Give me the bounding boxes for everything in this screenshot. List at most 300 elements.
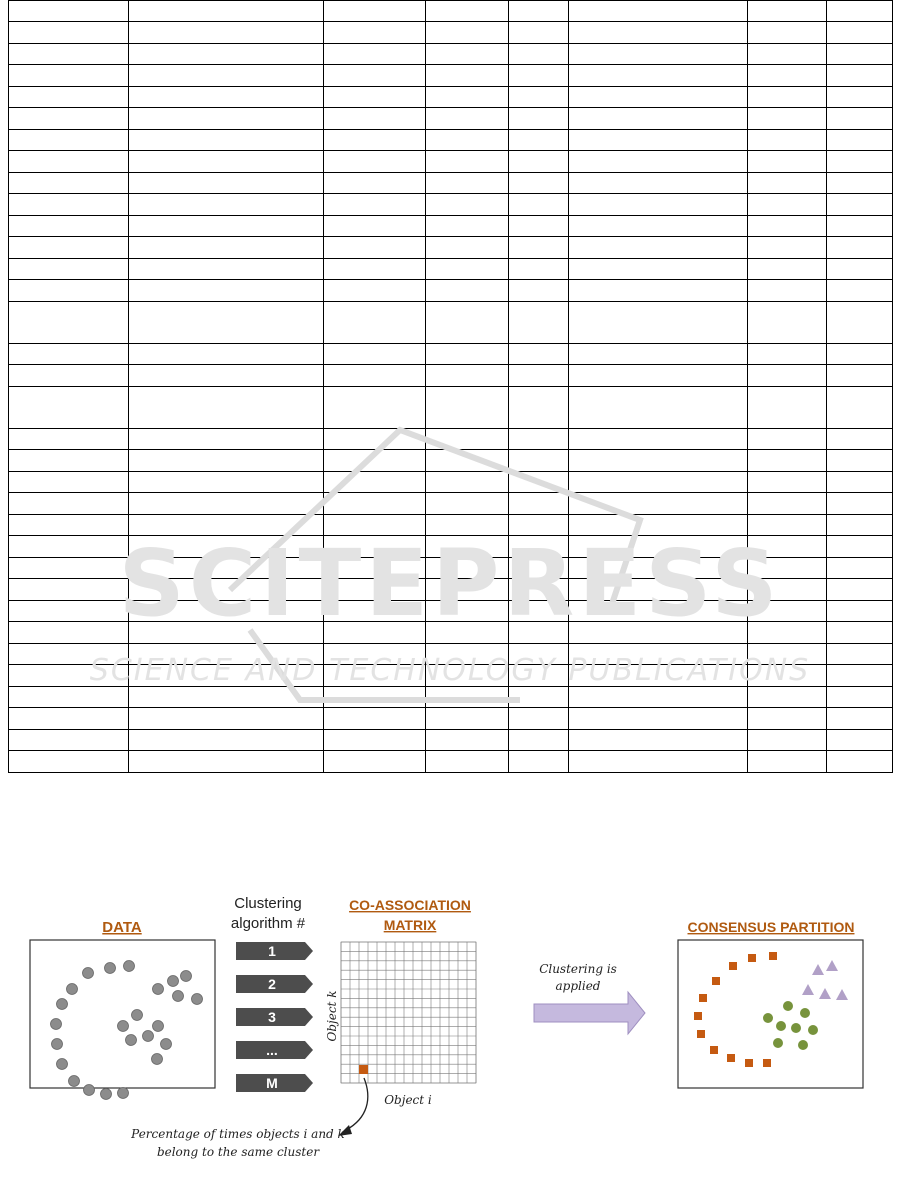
table-cell bbox=[9, 44, 129, 65]
table-cell bbox=[324, 130, 426, 151]
table-row bbox=[9, 601, 893, 622]
table-cell bbox=[509, 237, 569, 259]
table-cell bbox=[9, 665, 129, 687]
table-cell bbox=[569, 130, 748, 151]
table-cell bbox=[569, 151, 748, 173]
table-cell bbox=[827, 365, 893, 387]
table-cell bbox=[9, 344, 129, 365]
table-cell bbox=[9, 173, 129, 194]
table-cell bbox=[324, 259, 426, 280]
cell-pointer-curve bbox=[346, 1078, 368, 1130]
table-cell bbox=[748, 622, 827, 644]
green-circle bbox=[776, 1021, 786, 1031]
table-cell bbox=[426, 65, 509, 87]
data-point bbox=[124, 961, 135, 972]
table-cell bbox=[827, 1, 893, 22]
table-cell bbox=[509, 108, 569, 130]
table-cell bbox=[748, 687, 827, 708]
data-point bbox=[126, 1035, 137, 1046]
table-cell bbox=[509, 344, 569, 365]
table-cell bbox=[748, 130, 827, 151]
table-cell bbox=[569, 65, 748, 87]
table-cell bbox=[129, 644, 324, 665]
table-cell bbox=[569, 644, 748, 665]
table-cell bbox=[509, 65, 569, 87]
orange-square bbox=[710, 1046, 718, 1054]
table-cell bbox=[509, 622, 569, 644]
table-row bbox=[9, 429, 893, 450]
table-cell bbox=[509, 302, 569, 344]
algorithm-label: 3 bbox=[268, 1009, 276, 1025]
table-cell bbox=[509, 429, 569, 450]
table-cell bbox=[324, 558, 426, 579]
table-cell bbox=[426, 665, 509, 687]
table-cell bbox=[426, 493, 509, 515]
table-cell bbox=[748, 194, 827, 216]
table-row bbox=[9, 387, 893, 429]
table-cell bbox=[748, 173, 827, 194]
data-point bbox=[192, 994, 203, 1005]
table-cell bbox=[827, 665, 893, 687]
table-cell bbox=[509, 472, 569, 493]
table-cell bbox=[748, 22, 827, 44]
table-cell bbox=[324, 173, 426, 194]
table-cell bbox=[748, 665, 827, 687]
watermark-tagline: SCIENCE AND TECHNOLOGY PUBLICATIONS bbox=[89, 653, 811, 688]
table-cell bbox=[9, 687, 129, 708]
table-cell bbox=[9, 515, 129, 536]
table-cell bbox=[129, 515, 324, 536]
table-cell bbox=[748, 450, 827, 472]
table-row bbox=[9, 237, 893, 259]
table-cell bbox=[324, 751, 426, 773]
table-cell bbox=[509, 87, 569, 108]
table-cell bbox=[509, 44, 569, 65]
table-row bbox=[9, 365, 893, 387]
algorithm-label: 2 bbox=[268, 976, 276, 992]
table-cell bbox=[748, 87, 827, 108]
table-cell bbox=[324, 450, 426, 472]
table-cell bbox=[324, 44, 426, 65]
table-cell bbox=[509, 536, 569, 558]
applied-line2: applied bbox=[555, 979, 601, 993]
table-cell bbox=[426, 237, 509, 259]
table-cell bbox=[426, 130, 509, 151]
table-cell bbox=[9, 450, 129, 472]
table-cell bbox=[827, 194, 893, 216]
table-cell bbox=[509, 1, 569, 22]
table-cell bbox=[426, 472, 509, 493]
table-cell bbox=[426, 87, 509, 108]
algorithm-label: ... bbox=[266, 1042, 278, 1058]
table-cell bbox=[827, 622, 893, 644]
table-cell bbox=[324, 87, 426, 108]
table-cell bbox=[426, 579, 509, 601]
table-cell bbox=[569, 1, 748, 22]
table-cell bbox=[748, 472, 827, 493]
table-row bbox=[9, 622, 893, 644]
table-cell bbox=[748, 1, 827, 22]
table-cell bbox=[827, 44, 893, 65]
table-row bbox=[9, 151, 893, 173]
table-cell bbox=[324, 108, 426, 130]
table-cell bbox=[569, 751, 748, 773]
table-cell bbox=[129, 216, 324, 237]
table-cell bbox=[509, 665, 569, 687]
table-cell bbox=[324, 237, 426, 259]
table-cell bbox=[129, 108, 324, 130]
table-cell bbox=[9, 151, 129, 173]
data-point bbox=[168, 976, 179, 987]
table-row bbox=[9, 450, 893, 472]
table-cell bbox=[827, 429, 893, 450]
table-cell bbox=[509, 708, 569, 730]
table-cell bbox=[129, 536, 324, 558]
table-cell bbox=[129, 579, 324, 601]
table-cell bbox=[748, 151, 827, 173]
table-cell bbox=[509, 687, 569, 708]
table-cell bbox=[748, 65, 827, 87]
table-cell bbox=[569, 558, 748, 579]
table-row bbox=[9, 665, 893, 687]
consensus-clustering-figure bbox=[0, 880, 901, 1180]
table-cell bbox=[748, 515, 827, 536]
table-cell bbox=[569, 622, 748, 644]
table-cell bbox=[426, 687, 509, 708]
table-cell bbox=[9, 22, 129, 44]
table-row bbox=[9, 130, 893, 151]
table-cell bbox=[748, 280, 827, 302]
highlighted-matrix-cell bbox=[359, 1065, 368, 1074]
table-cell bbox=[569, 280, 748, 302]
orange-square bbox=[697, 1030, 705, 1038]
table-cell bbox=[324, 493, 426, 515]
table-cell bbox=[569, 194, 748, 216]
table-cell bbox=[324, 601, 426, 622]
table-cell bbox=[324, 65, 426, 87]
table-cell bbox=[827, 237, 893, 259]
table-cell bbox=[9, 280, 129, 302]
table-cell bbox=[509, 579, 569, 601]
table-cell bbox=[569, 22, 748, 44]
table-cell bbox=[509, 173, 569, 194]
table-cell bbox=[569, 687, 748, 708]
table-cell bbox=[9, 751, 129, 773]
table-cell bbox=[9, 216, 129, 237]
table-cell bbox=[569, 601, 748, 622]
table-row bbox=[9, 493, 893, 515]
table-cell bbox=[827, 302, 893, 344]
table-cell bbox=[426, 173, 509, 194]
table-cell bbox=[426, 644, 509, 665]
table-cell bbox=[827, 216, 893, 237]
table-cell bbox=[324, 472, 426, 493]
table-cell bbox=[748, 108, 827, 130]
table-row bbox=[9, 536, 893, 558]
table-cell bbox=[426, 601, 509, 622]
table-cell bbox=[426, 216, 509, 237]
table-cell bbox=[509, 194, 569, 216]
consensus-title: CONSENSUS PARTITION bbox=[687, 919, 855, 935]
table-cell bbox=[569, 387, 748, 429]
table-cell bbox=[129, 44, 324, 65]
data-point bbox=[161, 1039, 172, 1050]
table-cell bbox=[9, 579, 129, 601]
table-cell bbox=[129, 173, 324, 194]
data-point bbox=[118, 1088, 129, 1099]
table-cell bbox=[569, 515, 748, 536]
table-cell bbox=[509, 259, 569, 280]
data-point bbox=[118, 1021, 129, 1032]
table-cell bbox=[9, 365, 129, 387]
table-cell bbox=[324, 644, 426, 665]
table-cell bbox=[827, 151, 893, 173]
data-point bbox=[152, 1054, 163, 1065]
table-cell bbox=[426, 429, 509, 450]
data-point bbox=[143, 1031, 154, 1042]
table-cell bbox=[569, 259, 748, 280]
green-circle bbox=[798, 1040, 808, 1050]
table-cell bbox=[9, 87, 129, 108]
table-cell bbox=[9, 429, 129, 450]
table-cell bbox=[748, 344, 827, 365]
table-row bbox=[9, 344, 893, 365]
table-cell bbox=[509, 450, 569, 472]
table-row bbox=[9, 216, 893, 237]
orange-square bbox=[745, 1059, 753, 1067]
table-cell bbox=[426, 1, 509, 22]
table-cell bbox=[426, 302, 509, 344]
table-cell bbox=[129, 365, 324, 387]
table-cell bbox=[827, 87, 893, 108]
table-cell bbox=[324, 387, 426, 429]
table-cell bbox=[827, 130, 893, 151]
table-cell bbox=[426, 536, 509, 558]
green-circle bbox=[773, 1038, 783, 1048]
table-cell bbox=[324, 216, 426, 237]
table-cell bbox=[324, 687, 426, 708]
table-cell bbox=[509, 216, 569, 237]
orange-square bbox=[763, 1059, 771, 1067]
data-point bbox=[105, 963, 116, 974]
table-cell bbox=[748, 536, 827, 558]
table-cell bbox=[748, 216, 827, 237]
table-cell bbox=[827, 108, 893, 130]
matrix-background bbox=[341, 942, 476, 1083]
table-cell bbox=[569, 302, 748, 344]
table-cell bbox=[129, 708, 324, 730]
green-circle bbox=[791, 1023, 801, 1033]
table-cell bbox=[426, 151, 509, 173]
table-cell bbox=[827, 65, 893, 87]
orange-square bbox=[748, 954, 756, 962]
table-cell bbox=[509, 365, 569, 387]
orange-square bbox=[727, 1054, 735, 1062]
data-point bbox=[51, 1019, 62, 1030]
table-cell bbox=[129, 429, 324, 450]
table-cell bbox=[827, 730, 893, 751]
data-point bbox=[57, 999, 68, 1010]
table-cell bbox=[509, 601, 569, 622]
table-cell bbox=[509, 130, 569, 151]
table-cell bbox=[324, 151, 426, 173]
table-cell bbox=[509, 22, 569, 44]
table-cell bbox=[9, 130, 129, 151]
table-cell bbox=[129, 558, 324, 579]
table-cell bbox=[509, 151, 569, 173]
table-cell bbox=[129, 387, 324, 429]
co-association-matrix bbox=[341, 942, 476, 1083]
table-cell bbox=[569, 365, 748, 387]
data-table bbox=[8, 0, 892, 822]
table-cell bbox=[509, 558, 569, 579]
table-cell bbox=[324, 429, 426, 450]
table-cell bbox=[569, 173, 748, 194]
table-cell bbox=[827, 687, 893, 708]
table-row bbox=[9, 87, 893, 108]
table-cell bbox=[129, 450, 324, 472]
green-circle bbox=[808, 1025, 818, 1035]
table-cell bbox=[827, 579, 893, 601]
table-cell bbox=[827, 280, 893, 302]
table-cell bbox=[748, 579, 827, 601]
data-point bbox=[173, 991, 184, 1002]
table-cell bbox=[324, 22, 426, 44]
table-cell bbox=[129, 151, 324, 173]
table-cell bbox=[426, 730, 509, 751]
table-cell bbox=[324, 708, 426, 730]
table-cell bbox=[569, 665, 748, 687]
table-cell bbox=[9, 708, 129, 730]
table-cell bbox=[569, 87, 748, 108]
table-cell bbox=[324, 280, 426, 302]
table-cell bbox=[9, 302, 129, 344]
table-cell bbox=[827, 751, 893, 773]
green-circle bbox=[763, 1013, 773, 1023]
table-cell bbox=[9, 259, 129, 280]
data-point bbox=[132, 1010, 143, 1021]
table-cell bbox=[9, 387, 129, 429]
table-cell bbox=[9, 1, 129, 22]
clustering-header-line1: Clustering bbox=[234, 895, 302, 912]
table-cell bbox=[509, 751, 569, 773]
table-cell bbox=[827, 601, 893, 622]
table-cell bbox=[129, 493, 324, 515]
matrix-title-line2: MATRIX bbox=[383, 917, 437, 933]
table-cell bbox=[569, 44, 748, 65]
table-row bbox=[9, 22, 893, 44]
table-cell bbox=[748, 44, 827, 65]
table-cell bbox=[748, 708, 827, 730]
table-cell bbox=[748, 558, 827, 579]
table-row bbox=[9, 259, 893, 280]
clustering-applied-arrow bbox=[534, 992, 645, 1034]
table-cell bbox=[324, 579, 426, 601]
data-point bbox=[101, 1089, 112, 1100]
orange-square bbox=[769, 952, 777, 960]
table-cell bbox=[748, 601, 827, 622]
table-cell bbox=[827, 493, 893, 515]
table-cell bbox=[827, 536, 893, 558]
green-circle bbox=[783, 1001, 793, 1011]
table-cell bbox=[324, 515, 426, 536]
table-row bbox=[9, 687, 893, 708]
table-cell bbox=[569, 108, 748, 130]
table-cell bbox=[748, 429, 827, 450]
table-cell bbox=[324, 365, 426, 387]
empty-grid bbox=[8, 0, 893, 773]
table-row bbox=[9, 173, 893, 194]
table-cell bbox=[9, 237, 129, 259]
table-cell bbox=[569, 344, 748, 365]
data-point bbox=[83, 968, 94, 979]
table-cell bbox=[827, 22, 893, 44]
table-row bbox=[9, 1, 893, 22]
table-cell bbox=[748, 644, 827, 665]
table-cell bbox=[748, 237, 827, 259]
applied-line1: Clustering is bbox=[539, 962, 617, 976]
table-cell bbox=[827, 259, 893, 280]
data-point bbox=[84, 1085, 95, 1096]
table-cell bbox=[569, 237, 748, 259]
table-cell bbox=[827, 472, 893, 493]
table-cell bbox=[426, 259, 509, 280]
object-i-label: Object i bbox=[384, 1093, 432, 1107]
table-cell bbox=[129, 302, 324, 344]
table-cell bbox=[9, 472, 129, 493]
orange-square bbox=[729, 962, 737, 970]
table-cell bbox=[426, 558, 509, 579]
table-cell bbox=[569, 472, 748, 493]
table-cell bbox=[426, 280, 509, 302]
table-cell bbox=[9, 622, 129, 644]
table-cell bbox=[827, 644, 893, 665]
table-cell bbox=[569, 216, 748, 237]
table-cell bbox=[569, 450, 748, 472]
table-row bbox=[9, 515, 893, 536]
table-cell bbox=[426, 44, 509, 65]
table-cell bbox=[827, 515, 893, 536]
table-row bbox=[9, 558, 893, 579]
orange-square bbox=[712, 977, 720, 985]
table-cell bbox=[129, 730, 324, 751]
table-cell bbox=[569, 429, 748, 450]
table-cell bbox=[569, 579, 748, 601]
algorithm-label: M bbox=[266, 1075, 278, 1091]
table-cell bbox=[324, 536, 426, 558]
table-cell bbox=[9, 730, 129, 751]
table-cell bbox=[129, 1, 324, 22]
table-row bbox=[9, 644, 893, 665]
table-row bbox=[9, 472, 893, 493]
table-cell bbox=[827, 173, 893, 194]
table-cell bbox=[827, 708, 893, 730]
table-cell bbox=[748, 751, 827, 773]
table-cell bbox=[324, 302, 426, 344]
table-cell bbox=[9, 108, 129, 130]
orange-square bbox=[699, 994, 707, 1002]
table-cell bbox=[9, 194, 129, 216]
table-row bbox=[9, 708, 893, 730]
table-cell bbox=[748, 493, 827, 515]
clustering-header-line2: algorithm # bbox=[230, 915, 306, 932]
table-cell bbox=[9, 65, 129, 87]
table-cell bbox=[129, 22, 324, 44]
data-point bbox=[181, 971, 192, 982]
data-point bbox=[153, 1021, 164, 1032]
table-cell bbox=[509, 730, 569, 751]
table-cell bbox=[129, 87, 324, 108]
